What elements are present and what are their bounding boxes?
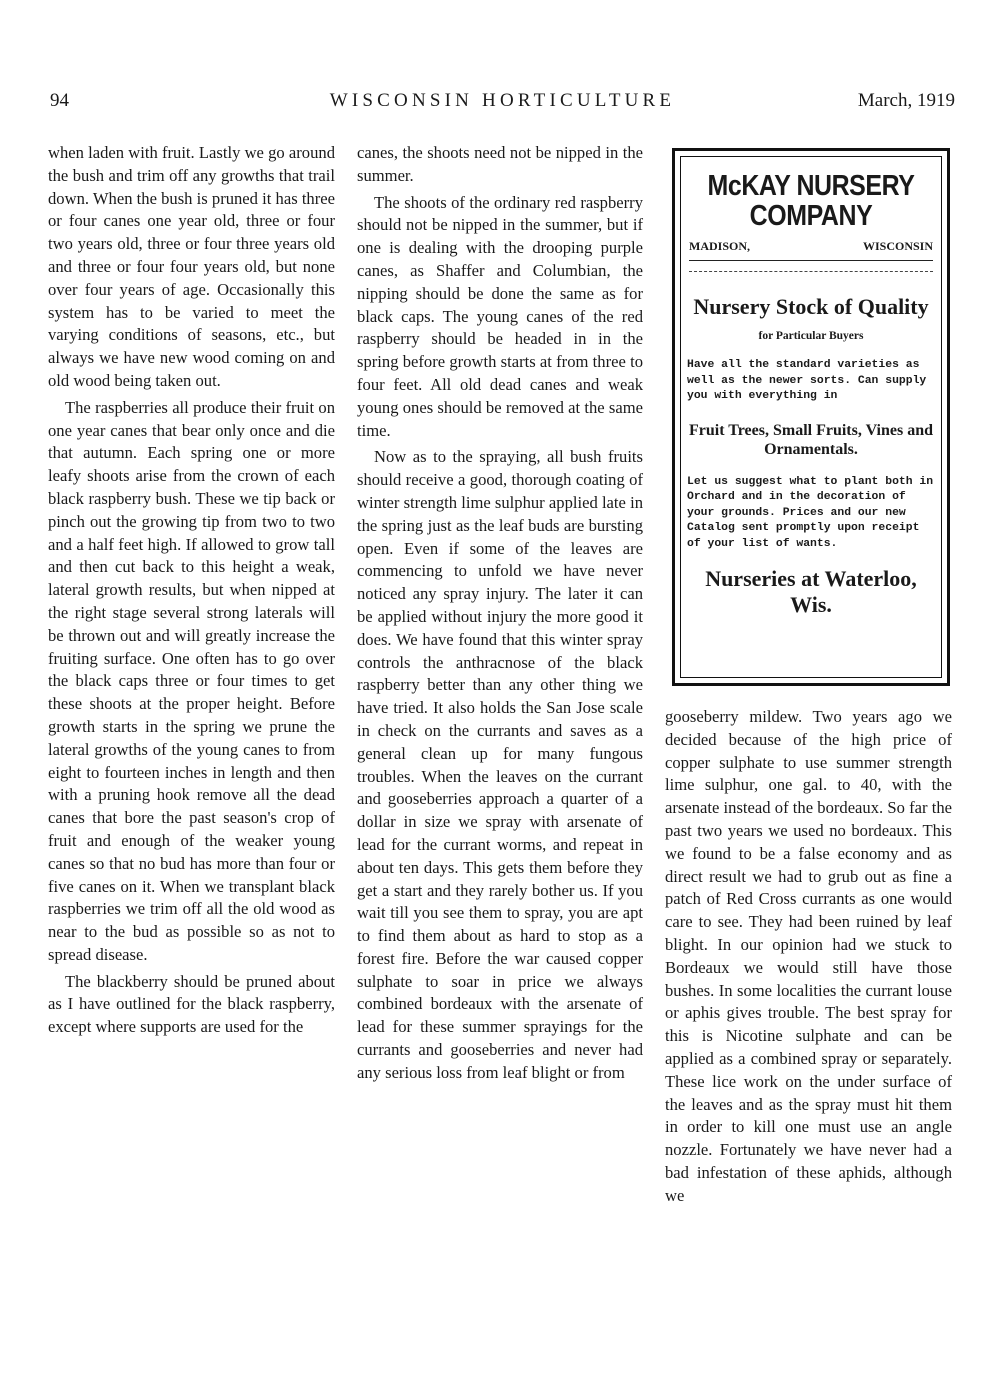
- ad-company-line1: McKAY NURSERY: [707, 170, 915, 202]
- nursery-advertisement: [672, 148, 950, 686]
- article-column-3: [665, 706, 952, 1208]
- journal-title: WISCONSIN HORTICULTURE: [329, 90, 676, 111]
- ad-city: MADISON,: [689, 239, 751, 253]
- ad-subslogan: for Particular Buyers: [758, 330, 864, 342]
- paragraph: The shoots of the ordinary red raspberry should not be nipped in the summer, but if one is dealing with the drooping purple canes, as Shaffer and Columbian, the nipping should be done the same as for black caps. The young canes of the red raspberry should be headed in in the spring before growth starts at from three to four feet. All old dead canes and weak young ones should be removed at the same time.: [357, 192, 643, 440]
- ad-closing: Nurseries at Waterloo, Wis.: [705, 566, 917, 617]
- ad-body-text: Have all the standard varieties as well as the newer sorts. Can supply you with everything in: [687, 359, 927, 402]
- page-header: [0, 90, 1005, 120]
- article-column-2: [357, 142, 643, 1085]
- ad-company-line2: COMPANY: [749, 200, 873, 232]
- paragraph: canes, the shoots need not be nipped in the summer.: [357, 143, 643, 185]
- paragraph: The raspberries all produce their fruit on one year canes that bear only once and die that autumn. Each spring one or more leafy shoots arise from the crown of each black raspberry bush. These we tip back or pinch out the growing tip from two to two and a half feet high. If allowed to grow tall and then cut back to this height a weak, lateral growth results, but when nipped at the right stage several strong laterals will be thrown out and will greatly increase the fruiting surface. One often has to go over the black caps three or four times to get these shoots at the proper height. Before growth starts in the spring we prune the lateral growths of the young canes to from eight to fourteen inches in length and then with a pruning hook remove all the dead canes that bore the past season's crop of fruit and enough of the weaker young canes so that no bud has more than four or five canes on it. When we transplant black raspberries we trim off all the old wood as near to the bud as possible so as not to spread disease.: [48, 397, 335, 964]
- paragraph: when laden with fruit. Lastly we go around the bush and trim off any growths that trail down. When the bush is pruned it has three or four canes one year old, three or four two years old, three or four three years old and three or four four years old, but none over four years of age. Occasionally this system has to be varied to meet the varying conditions of seasons, etc., but always we have new wood coming on and old wood being taken out.: [48, 143, 335, 390]
- paragraph: gooseberry mildew. Two years ago we decided because of the high price of copper sulphate to use summer strength lime sulphur, one gal. to 40, with the arsenate instead of the bordeaux. So far the past two years we used no bordeaux. This we found to be a false economy and as direct result we had to grub out as fine a patch of Red Cross currants as one would care to see. They had been ruined by leaf blight. In our opinion had we stuck to Bordeaux we would still have those bushes. In some localities the currant louse or aphis gives trouble. The best spray for this is Nicotine sulphate and can be applied as a combined spray or separately. These lice work on the under surface of the leaves and as the spray must hit them in order to kill one must use an angle nozzle. Fortunately we have never had a bad infestation of these aphids, although we: [665, 707, 952, 1205]
- paragraph: Now as to the spraying, all bush fruits should receive a good, thorough coating of winter strength lime sulphur applied late in the spring just as the leaf buds are bursting open. Even if some of the leaves are commencing to unfold we have never noticed any spray injury. The later it can be applied without injury the more good it does. We have found that this winter spray controls the anthracnose of the black raspberry better than any other thing we have tried. It also holds the San Jose scale in check on the currants and saves as a general clean up for many fungous troubles. When the leaves on the currant and gooseberries approach a quarter of a dollar in size we spray with arsenate of lead for the currant worms, and repeat in about ten days. This gets them before they get a start and they rarely bother us. If you wait till you see them to spray, you are apt to find them about as hard to stop as a forest fire. Before the war caused copper sulphate to soar in price we always combined bordeaux with the arsenate of lead for these summer sprayings for the currants and gooseberries and never had any serious loss from leaf blight or from: [357, 447, 643, 1082]
- ad-divider: [689, 271, 933, 272]
- ad-state: WISCONSIN: [862, 239, 933, 253]
- page-number: 94: [50, 90, 69, 111]
- ad-products: Fruit Trees, Small Fruits, Vines and Ornamentals.: [688, 421, 933, 458]
- issue-date: March, 1919: [857, 90, 955, 111]
- ad-inner-frame: [680, 156, 942, 678]
- paragraph: The blackberry should be pruned about as I have outlined for the black raspberry, except where supports are used for the: [48, 971, 335, 1037]
- ad-body-text: Let us suggest what to plant both in Orchard and in the decoration of your grounds. Prices and our new Catalog sent promptly upon receipt of your list of wants.: [687, 475, 934, 550]
- ad-company-name: [704, 171, 917, 231]
- ad-slogan: Nursery Stock of Quality: [693, 294, 929, 319]
- ad-divider: [689, 260, 933, 261]
- article-column-1: [48, 142, 335, 1039]
- ad-location: [687, 239, 935, 254]
